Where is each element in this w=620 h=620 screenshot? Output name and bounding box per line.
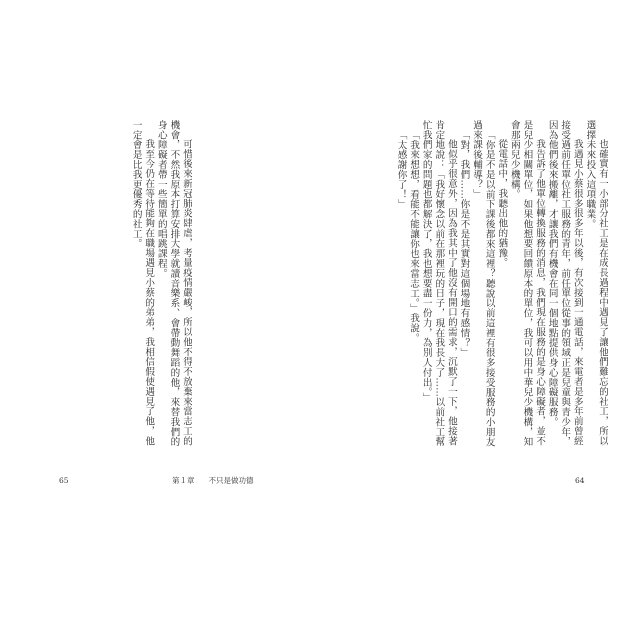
chapter-label: 第１章 xyxy=(172,476,195,485)
running-head xyxy=(172,476,254,485)
right-page xyxy=(310,0,620,620)
paragraph: 也確實有一小部分社工是在成長過程中遇見了讓他們難忘的社工，所以選擇未來投入這項職業。 xyxy=(584,120,608,447)
paragraph: 我告訴了他單位轉換服務的消息，我們現在服務的是身心障礙者，並不是兒少相關單位，如果他想要回饋原本的單位，我可以用中華兒少機構，知會那兩兒少機構。 xyxy=(508,120,546,447)
dialogue-paragraph: 「對，我們……你是不是其實對這個場地有感情？」 xyxy=(458,129,470,358)
dialogue-paragraph: 「我來想想，看能不能讓你也來當志工。」我說。 xyxy=(408,129,420,343)
paragraph: 從電話中，我聽出他的猶豫。 xyxy=(496,139,508,268)
paragraph: 我遇見小蔡很多很多年以後，有次接到一通電話，來電者是多年前曾經接受過前任單位社工服務的青年，前任單位從事的領域正是兒童與青少年，因為他們後來搬離，才讓我們有機會在同一個地點提供身心障礙服務。 xyxy=(546,120,583,447)
paragraph: 他似乎很意外，因為我其中了他沒有開口的需求，沉默了一下，他接著肯定地說：「我好懷念以前在那裡玩的日子，現在我長大了……以前社工幫忙我們家的問題也都解決了，我也想要盡一份力，為別人付出。」 xyxy=(420,120,457,447)
paragraph: 我至今仍在等待能夠在職場遇見小蔡的弟弟，我相信假使遇見了他，他一定會是比我更優秀的社工。 xyxy=(130,120,155,447)
dialogue-paragraph: 「太感謝你了！」 xyxy=(395,129,407,209)
page-number-right: 64 xyxy=(575,476,585,485)
paragraph: 可惜後來新冠肺炎肆虐，考量疫情嚴峻，所以他不得不放棄來當志工的機會，不然我原本打算安排大學就讀音樂系、會帶動舞蹈的他，來替我們的身心障礙者帶一些簡單的唱跳課程。 xyxy=(155,120,192,447)
dialogue-paragraph: 「你是不是以前下課後都來這裡？聽說以前這裡有很多接受服務的小朋友過來課後輔導？」 xyxy=(471,120,495,447)
page-number-left: 65 xyxy=(59,476,69,485)
left-page-text xyxy=(70,120,192,450)
chapter-title: 不只是做功德 xyxy=(208,476,254,485)
right-page-text xyxy=(362,120,608,450)
